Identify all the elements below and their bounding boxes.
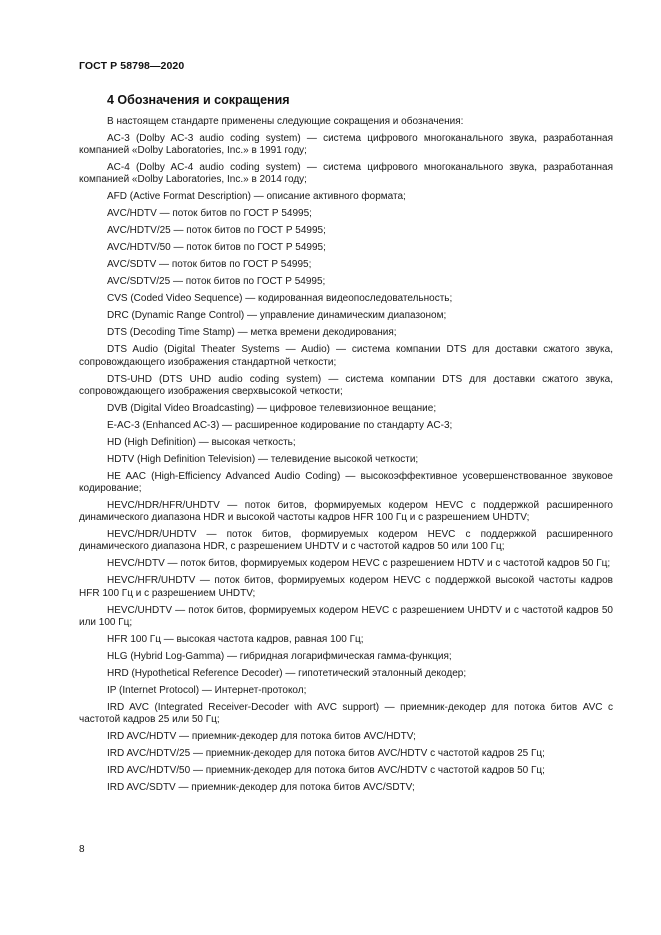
definition-item: AVC/SDTV — поток битов по ГОСТ Р 54995; <box>107 259 312 271</box>
definition-item: HEVC/HDTV — поток битов, формируемых кодером HEVC с разрешением HDTV и с частотой кадров 50 Гц; <box>107 558 611 570</box>
definition-item: CVS (Coded Video Sequence) — кодированная видеопоследовательность; <box>107 293 453 305</box>
definition-item: HEVC/HDR/UHDTV — поток битов, формируемых кодером HEVC с поддержкой расширенного динамического диапазона HDR, с разрешением UHDTV и с частотой кадров 50 или 100 Гц; <box>79 529 613 553</box>
paragraph: В настоящем стандарте применены следующие сокращения и обозначения: <box>107 116 464 127</box>
definition-item: AFD (Active Format Description) — описание активного формата; <box>107 191 406 203</box>
definition-item: IRD AVC/HDTV — приемник-декодер для потока битов AVC/HDTV; <box>107 731 416 743</box>
page-number: 8 <box>79 844 85 855</box>
section-body <box>79 116 613 799</box>
definition-item: HEVC/UHDTV — поток битов, формируемых кодером HEVC с разрешением UHDTV и с частотой кадров 50 или 100 Гц; <box>79 604 613 628</box>
definition-item: DTS (Decoding Time Stamp) — метка времени декодирования; <box>107 327 397 339</box>
definition-item: IRD AVC (Integrated Receiver-Decoder with AVC support) — приемник-декодер для потока битов AVC с частотой кадров 25 или 50 Гц; <box>79 701 613 726</box>
document-code-header: ГОСТ Р 58798—2020 <box>79 60 185 72</box>
definition-item: AVC/HDTV/50 — поток битов по ГОСТ Р 54995; <box>107 242 326 254</box>
definition-item: IRD AVC/SDTV — приемник-декодер для потока битов AVC/SDTV; <box>107 782 415 794</box>
definition-item: AVC/HDTV/25 — поток битов по ГОСТ Р 54995; <box>107 225 326 237</box>
definition-item: E-AC-3 (Enhanced AC-3) — расширенное кодирование по стандарту AC-3; <box>107 419 453 431</box>
definition-item: AC-3 (Dolby AC-3 audio coding system) — система цифрового многоканального звука, разработанная компанией «Dolby Laboratories, Inc.» в 1991 году; <box>79 133 613 157</box>
definition-item: HDTV (High Definition Television) — телевидение высокой четкости; <box>107 453 419 465</box>
definition-item: DTS Audio (Digital Theater Systems — Audio) — система компании DTS для доставки сжатого звука, сопровождающего изображения стандартной четкости; <box>79 344 613 368</box>
definition-item: AVC/SDTV/25 — поток битов по ГОСТ Р 54995; <box>107 276 326 288</box>
definition-item: DTS-UHD (DTS UHD audio coding system) — система компании DTS для доставки сжатого звука, сопровождающего изображения сверхвысокой четкости; <box>79 373 613 397</box>
definition-item: IRD AVC/HDTV/25 — приемник-декодер для потока битов AVC/HDTV с частотой кадров 25 Гц; <box>107 748 545 760</box>
definition-item: HEVC/HDR/HFR/UHDTV — поток битов, формируемых кодером HEVC с поддержкой расширенного динамического диапазона HDR и высокой частоты кадров HFR 100 Гц и с разрешением UHDTV; <box>79 500 613 524</box>
definition-item: AVC/HDTV — поток битов по ГОСТ Р 54995; <box>107 208 312 220</box>
definition-item: HRD (Hypothetical Reference Decoder) — гипотетический эталонный декодер; <box>107 667 467 679</box>
definition-item: HE AAC (High-Efficiency Advanced Audio Coding) — высокоэффективное усовершенствованное звуковое кодирование; <box>79 470 613 495</box>
definition-item: HLG (Hybrid Log-Gamma) — гибридная логарифмическая гамма-функция; <box>107 650 452 662</box>
definition-item: DRC (Dynamic Range Control) — управление динамическим диапазоном; <box>107 310 447 322</box>
definition-item: HEVC/HFR/UHDTV — поток битов, формируемых кодером HEVC с поддержкой высокой частоты кадров HFR 100 Гц и с разрешением UHDTV; <box>79 575 613 599</box>
definition-item: AC-4 (Dolby AC-4 audio coding system) — система цифрового многоканального звука, разработанная компанией «Dolby Laboratories, Inc.» в 2014 году; <box>79 162 613 186</box>
definition-item: DVB (Digital Video Broadcasting) — цифровое телевизионное вещание; <box>107 402 437 414</box>
definition-item: HFR 100 Гц — высокая частота кадров, равная 100 Гц; <box>107 633 364 645</box>
definition-item: IRD AVC/HDTV/50 — приемник-декодер для потока битов AVC/HDTV с частотой кадров 50 Гц; <box>107 765 545 777</box>
definition-item: IP (Internet Protocol) — Интернет-протокол; <box>107 684 307 696</box>
section-title: 4 Обозначения и сокращения <box>107 93 290 107</box>
definition-item: HD (High Definition) — высокая четкость; <box>107 436 296 448</box>
